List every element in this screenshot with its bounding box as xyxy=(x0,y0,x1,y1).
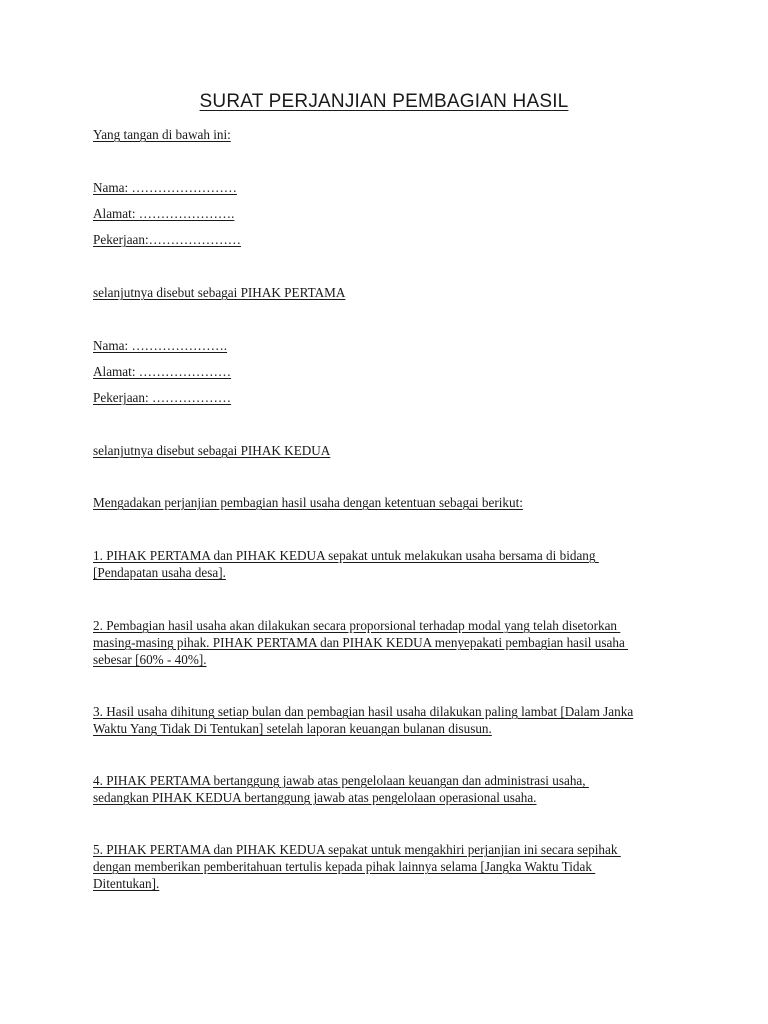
party2-nama: Nama: …………………. xyxy=(93,338,228,353)
clause-2-line-2: masing-masing pihak. PIHAK PERTAMA dan PIHAK KEDUA menyepakati pembagian hasil usaha xyxy=(93,635,629,650)
clause-1-line-1: 1. PIHAK PERTAMA dan PIHAK KEDUA sepakat untuk melakukan usaha bersama di bidang xyxy=(93,548,599,563)
clause-1-line-2: [Pendapatan usaha desa]. xyxy=(93,565,226,580)
clause-5-line-1: 5. PIHAK PERTAMA dan PIHAK KEDUA sepakat untuk mengakhiri perjanjian ini secara sepihak xyxy=(93,842,621,857)
party2-designation: selanjutnya disebut sebagai PIHAK KEDUA xyxy=(93,443,331,458)
party1-pekerjaan: Pekerjaan:………………… xyxy=(93,232,241,247)
clause-2-line-3: sebesar [60% - 40%]. xyxy=(93,652,207,667)
clause-3-line-1: 3. Hasil usaha dihitung setiap bulan dan pembagian hasil usaha dilakukan paling lambat [Dalam Janka xyxy=(93,704,634,719)
clause-4-line-2: sedangkan PIHAK KEDUA bertanggung jawab atas pengelolaan operasional usaha. xyxy=(93,790,537,805)
preamble-text: Mengadakan perjanjian pembagian hasil usaha dengan ketentuan sebagai berikut: xyxy=(93,495,523,510)
clause-4-line-1: 4. PIHAK PERTAMA bertanggung jawab atas pengelolaan keuangan dan administrasi usaha, xyxy=(93,773,589,788)
party1-nama: Nama: …………………… xyxy=(93,180,237,195)
document-title: SURAT PERJANJIAN PEMBAGIAN HASIL xyxy=(199,91,569,112)
party1-designation: selanjutnya disebut sebagai PIHAK PERTAMA xyxy=(93,285,346,300)
clause-5-line-2: dengan memberikan pemberitahuan tertulis kepada pihak lainnya selama [Jangka Waktu Tidak xyxy=(93,859,596,874)
intro-text: Yang tangan di bawah ini: xyxy=(93,127,231,142)
party2-pekerjaan: Pekerjaan: ……………… xyxy=(93,390,232,405)
party1-alamat: Alamat: …………………. xyxy=(93,206,235,221)
clause-5-line-3: Ditentukan]. xyxy=(93,876,160,891)
clause-3-line-2: Waktu Yang Tidak Di Tentukan] setelah laporan keuangan bulanan disusun. xyxy=(93,721,492,736)
party2-alamat: Alamat: ………………… xyxy=(93,364,232,379)
clause-2-line-1: 2. Pembagian hasil usaha akan dilakukan secara proporsional terhadap modal yang telah disetorkan xyxy=(93,618,621,633)
